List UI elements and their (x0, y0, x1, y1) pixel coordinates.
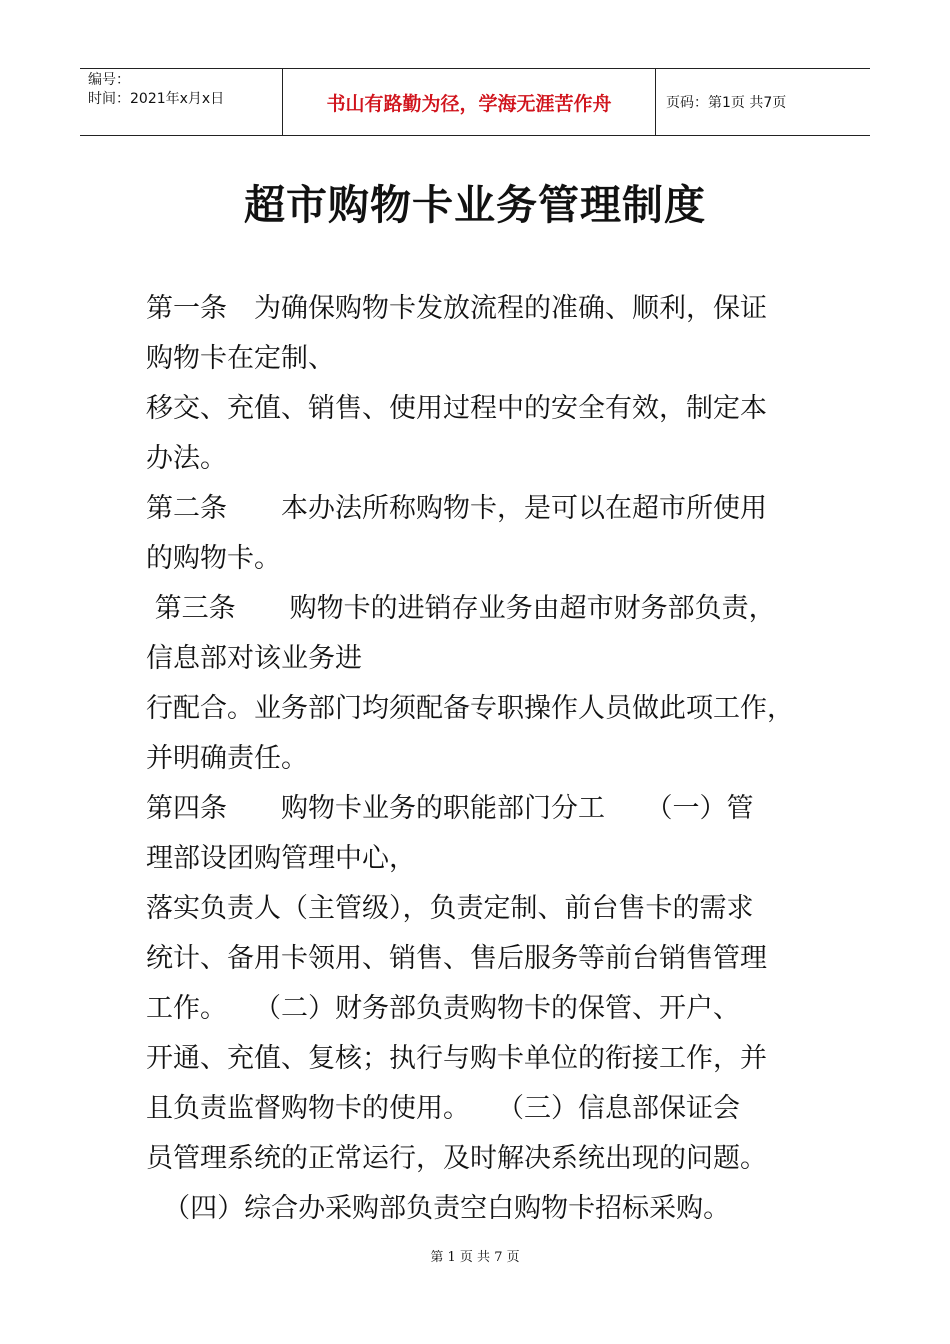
body-line: 第一条 为确保购物卡发放流程的准确、顺利，保证 (146, 293, 767, 324)
body-line: （四）综合办采购部负责空白购物卡招标采购。 (146, 1193, 731, 1224)
body-line: 第三条 购物卡的进销存业务由超市财务部负责， (146, 593, 776, 624)
body-line: 第四条 购物卡业务的职能部门分工 （一）管 (146, 793, 754, 824)
body-line: 开通、充值、复核；执行与购卡单位的衔接工作，并 (146, 1043, 767, 1074)
body-line: 统计、备用卡领用、销售、售后服务等前台销售管理 (146, 943, 767, 974)
page-footer: 第 1 页 共 7 页 (430, 1250, 520, 1265)
page-info: 页码：第1页 共7页 (666, 95, 787, 111)
body-line: 理部设团购管理中心， (146, 843, 416, 874)
body-line: 落实负责人（主管级），负责定制、前台售卡的需求 (146, 893, 754, 924)
body-line: 信息部对该业务进 (146, 643, 362, 674)
body-line: 且负责监督购物卡的使用。 （三）信息部保证会 (146, 1093, 740, 1124)
body-line: 办法。 (146, 443, 227, 474)
body-line: 并明确责任。 (146, 743, 308, 774)
body-line: 员管理系统的正常运行，及时解决系统出现的问题。 (146, 1143, 767, 1174)
motto: 书山有路勤为径，学海无涯苦作舟 (282, 69, 656, 135)
document-title: 超市购物卡业务管理制度 (244, 181, 706, 229)
header-meta (80, 69, 282, 135)
document-body (146, 284, 816, 1234)
body-line: 行配合。业务部门均须配备专职操作人员做此项工作， (146, 693, 794, 724)
date-line: 时间：2021年x月x日 (88, 91, 225, 107)
body-line: 购物卡在定制、 (146, 343, 335, 374)
header-table (80, 68, 870, 136)
serial-label: 编号： (88, 72, 130, 88)
body-line: 第二条 本办法所称购物卡，是可以在超市所使用 (146, 493, 767, 524)
body-line: 工作。 （二）财务部负责购物卡的保管、开户、 (146, 993, 740, 1024)
body-line: 移交、充值、销售、使用过程中的安全有效，制定本 (146, 393, 767, 424)
body-line: 的购物卡。 (146, 543, 281, 574)
